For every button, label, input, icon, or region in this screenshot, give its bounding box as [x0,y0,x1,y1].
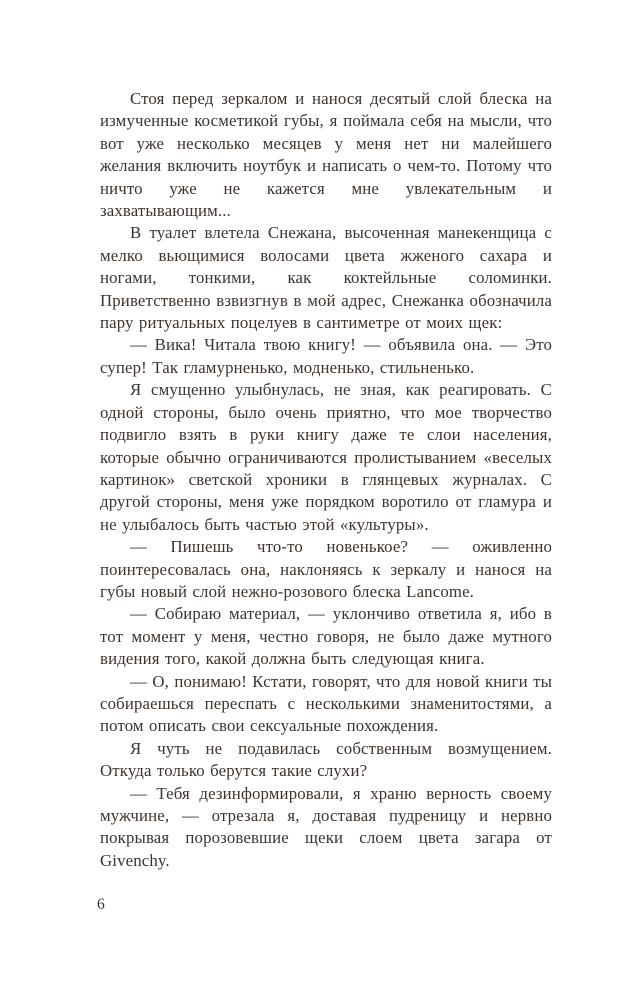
paragraph: Я чуть не подавилась собственным возмущением. Откуда только берутся такие слухи? [100,738,552,781]
paragraph: Я смущенно улыбнулась, не зная, как реагировать. С одной стороны, было очень приятно, что мое творчество подвигло взять в руки книгу даже те слои населения, которые обычно ограничиваются пролистыванием «веселых картинок» светской хроники в глянцевых журналах. С другой стороны, меня уже порядком воротило от гламура и не улыбалось быть частью этой «культуры». [100,380,552,534]
paragraph-dialogue: — Вика! Читала твою книгу! — объявила она. — Это супер! Так гламурненько, модненько, стильненько. [100,335,552,377]
paragraph-dialogue: — Собираю материал, — уклончиво ответила я, ибо в тот момент у меня, честно говоря, не было даже мутного видения того, какой должна быть следующая книга. [100,604,552,669]
text-block [100,88,552,872]
paragraph-dialogue: — Тебя дезинформировали, я храню верность своему мужчине, — отрезала я, доставая пудреницу и нервно покрывая порозовевшие щеки слоем цвета загара от Givenchy. [100,783,552,870]
paragraph: В туалет влетела Снежана, высоченная манекенщица с мелко вьющимися волосами цвета жженого сахара и ногами, тонкими, как коктейльные соломинки. Приветственно взвизгнув в мой адрес, Снежанка обозначила пару ритуальных поцелуев в сантиметре от моих щек: [100,223,552,333]
paragraph-dialogue: — О, понимаю! Кстати, говорят, что для новой книги ты собираешься переспать с несколькими знаменитостями, а потом описать свои сексуальные похождения. [100,671,552,736]
paragraph-dialogue: — Пишешь что-то новенькое? — оживленно поинтересовалась она, наклоняясь к зеркалу и нанося на губы новый слой нежно-розового блеска Lancome. [100,537,552,601]
page-number: 6 [97,896,105,913]
paragraph: Стоя перед зеркалом и нанося десятый слой блеска на измученные косметикой губы, я поймала себя на мысли, что вот уже несколько месяцев у меня нет ни малейшего желания включить ноутбук и написать о чем-то. Потому что ничто уже не кажется мне увлекательным и захватывающим... [100,89,552,221]
